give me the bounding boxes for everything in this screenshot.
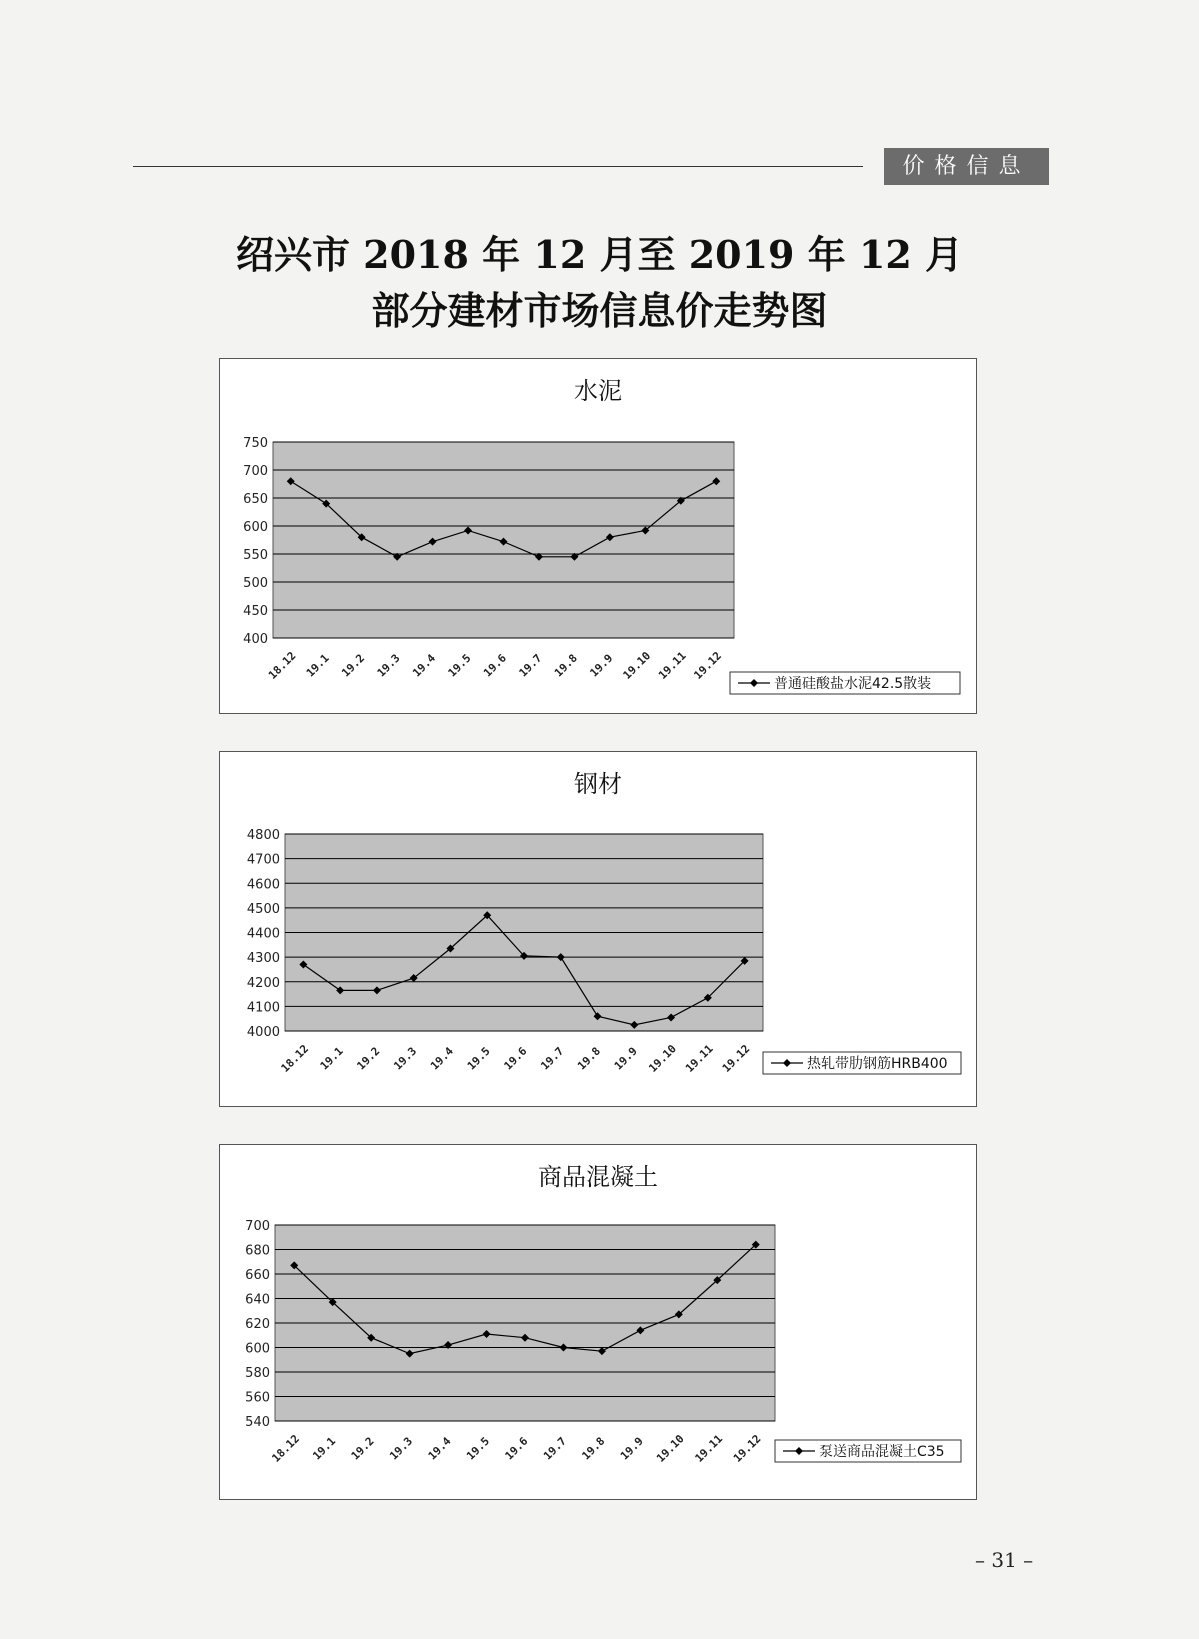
- y-tick-label: 750: [243, 436, 268, 451]
- y-tick-label: 400: [243, 632, 268, 647]
- x-tick-label: 19.6: [481, 651, 509, 680]
- chart-title: 水泥: [574, 377, 622, 405]
- y-tick-label: 4700: [246, 852, 280, 868]
- x-tick-label: 19.3: [391, 1044, 420, 1073]
- x-tick-label: 18.12: [278, 1042, 312, 1075]
- x-tick-label: 19.5: [464, 1044, 493, 1073]
- x-tick-label: 19.8: [551, 651, 580, 680]
- x-tick-label: 19.3: [387, 1434, 416, 1463]
- y-tick-label: 4200: [246, 975, 280, 991]
- section-tag: 价格信息: [884, 148, 1049, 185]
- x-tick-label: 19.9: [617, 1434, 646, 1463]
- legend-label: 泵送商品混凝土C35: [819, 1444, 945, 1460]
- x-tick-label: 19.12: [691, 649, 725, 682]
- y-tick-label: 4600: [246, 877, 280, 893]
- y-tick-label: 4300: [246, 951, 280, 967]
- x-tick-label: 19.4: [410, 651, 439, 680]
- page-title-line2: 部分建材市场信息价走势图: [371, 288, 828, 333]
- y-tick-label: 680: [245, 1243, 270, 1259]
- x-tick-label: 19.8: [579, 1434, 608, 1463]
- x-tick-label: 18.12: [269, 1432, 303, 1465]
- y-tick-label: 4400: [246, 926, 280, 942]
- x-tick-label: 19.5: [445, 651, 474, 680]
- y-tick-label: 640: [245, 1292, 270, 1308]
- x-tick-label: 19.4: [425, 1434, 454, 1463]
- x-tick-label: 19.4: [428, 1044, 456, 1073]
- y-tick-label: 700: [245, 1219, 270, 1234]
- x-tick-label: 19.11: [692, 1432, 726, 1465]
- y-tick-label: 650: [243, 492, 268, 507]
- x-tick-label: 19.9: [587, 651, 616, 680]
- x-tick-label: 19.2: [348, 1434, 377, 1463]
- x-tick-label: 19.1: [317, 1044, 346, 1073]
- chart-cement: [219, 358, 977, 714]
- chart-title: 钢材: [574, 770, 622, 798]
- x-tick-label: 19.5: [464, 1434, 493, 1463]
- y-tick-label: 450: [243, 604, 268, 619]
- x-tick-label: 19.1: [310, 1434, 339, 1463]
- y-tick-label: 600: [243, 520, 268, 535]
- page-number: – 31 –: [975, 1548, 1034, 1572]
- x-tick-label: 19.10: [620, 649, 654, 682]
- x-tick-label: 19.1: [303, 651, 332, 680]
- legend-label: 普通硅酸盐水泥42.5散装: [774, 676, 932, 692]
- y-tick-label: 620: [245, 1317, 270, 1332]
- x-tick-label: 19.9: [611, 1044, 640, 1073]
- y-tick-label: 660: [245, 1268, 270, 1283]
- x-tick-label: 19.7: [538, 1044, 567, 1073]
- y-tick-label: 600: [245, 1341, 270, 1357]
- y-tick-label: 500: [243, 576, 268, 591]
- y-tick-label: 4100: [246, 1000, 280, 1016]
- chart-title: 商品混凝土: [538, 1163, 658, 1191]
- x-tick-label: 19.7: [541, 1434, 569, 1463]
- chart-steel-svg: [220, 752, 976, 1106]
- y-tick-label: 4500: [246, 901, 280, 917]
- chart-concrete: [219, 1144, 977, 1500]
- x-tick-label: 19.8: [575, 1044, 604, 1073]
- y-tick-label: 4800: [246, 828, 280, 843]
- x-tick-label: 19.11: [683, 1042, 716, 1075]
- y-tick-label: 4000: [246, 1025, 280, 1040]
- x-tick-label: 19.10: [654, 1432, 687, 1465]
- x-tick-label: 19.6: [501, 1044, 530, 1073]
- x-tick-label: 19.3: [374, 651, 403, 680]
- chart-steel: [219, 751, 977, 1107]
- y-tick-label: 560: [245, 1390, 270, 1406]
- legend-label: 热轧带肋钢筋HRB400: [807, 1056, 948, 1072]
- x-tick-label: 19.2: [354, 1044, 383, 1073]
- y-tick-label: 550: [243, 548, 268, 563]
- x-tick-label: 19.12: [719, 1042, 753, 1075]
- x-tick-label: 18.12: [265, 649, 299, 682]
- x-tick-label: 19.12: [730, 1432, 764, 1465]
- header-rule: [133, 166, 863, 167]
- chart-cement-svg: [220, 359, 976, 713]
- y-tick-label: 540: [245, 1415, 270, 1430]
- x-tick-label: 19.7: [516, 651, 545, 680]
- x-tick-label: 19.2: [339, 651, 368, 680]
- y-tick-label: 700: [243, 464, 268, 479]
- chart-concrete-svg: [220, 1145, 976, 1499]
- x-tick-label: 19.11: [656, 649, 689, 682]
- y-tick-label: 580: [245, 1366, 270, 1381]
- page-title-line1: 绍兴市 2018 年 12 月至 2019 年 12 月: [235, 232, 964, 277]
- x-tick-label: 19.10: [646, 1042, 679, 1075]
- x-tick-label: 19.6: [502, 1434, 531, 1463]
